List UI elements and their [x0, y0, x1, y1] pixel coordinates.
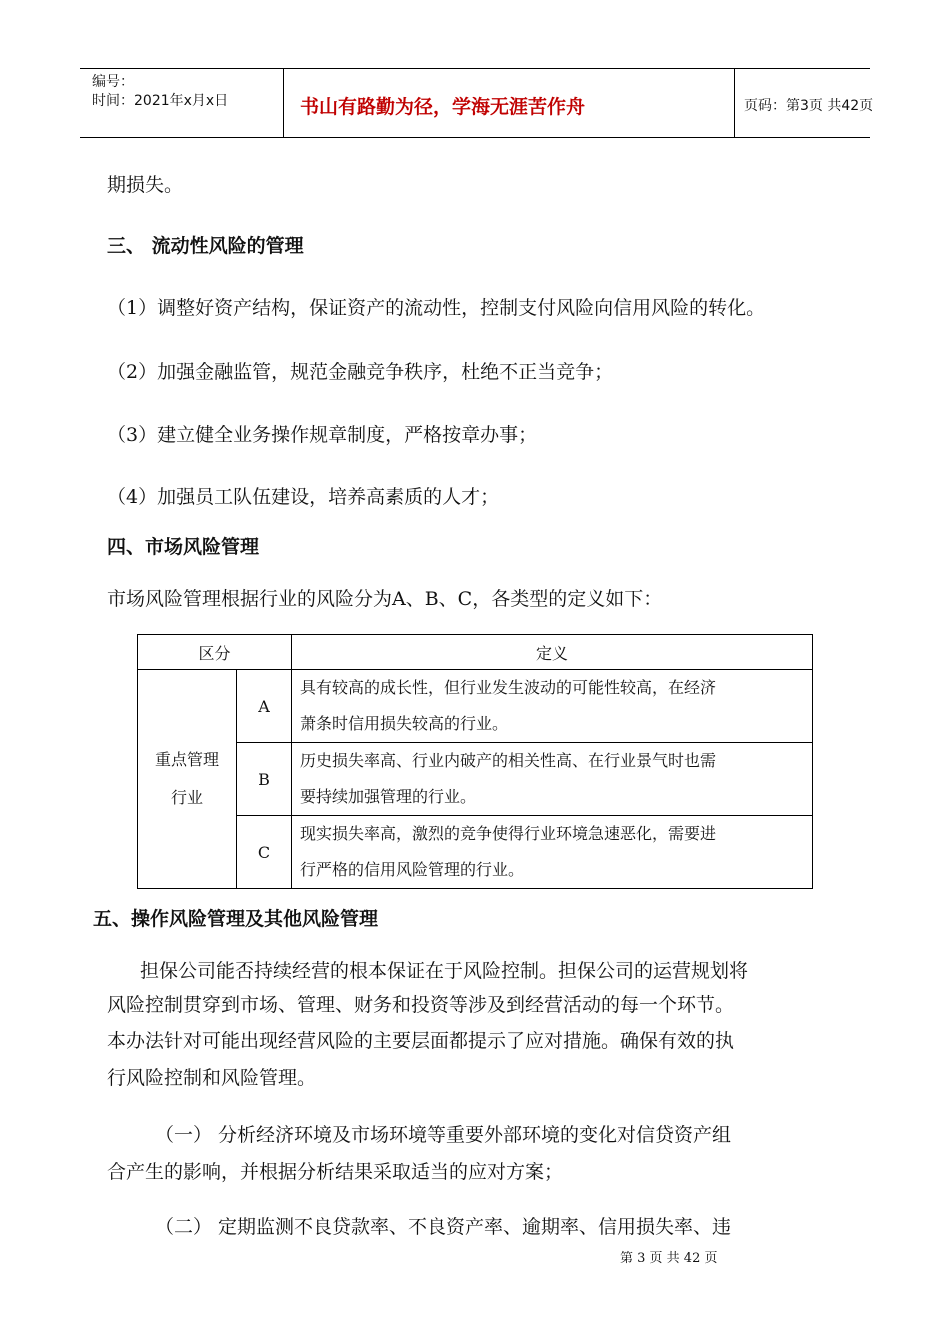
definition-c-line-2: 行严格的信用风险管理的行业。 [300, 860, 525, 879]
definition-c-line-1: 现实损失率高，激烈的竞争使得行业环境急速恶化，需要进 [300, 824, 717, 843]
section-5-title: 五、操作风险管理及其他风险管理 [93, 908, 379, 930]
section-5-para-line-1: 担保公司能否持续经营的根本保证在于风险控制。担保公司的运营规划将 [140, 960, 749, 982]
section-5-item-1-line-2: 合产生的影响，并根据分析结果采取适当的应对方案； [107, 1161, 564, 1183]
definition-b-line-2: 要持续加强管理的行业。 [300, 787, 477, 806]
table-header-definition: 定义 [292, 635, 813, 670]
section-3-item-1: （1）调整好资产结构，保证资产的流动性，控制支付风险向信用风险的转化。 [107, 297, 766, 319]
header-page-cell [733, 69, 874, 137]
page-footer-number: 第 3 页 共 42 页 [620, 1251, 718, 1266]
section-5-para-line-2: 风险控制贯穿到市场、管理、财务和投资等涉及到经营活动的每一个环节。 [107, 994, 735, 1016]
table-category-cell [138, 670, 237, 889]
section-5-para-line-3: 本办法针对可能出现经营风险的主要层面都提示了应对措施。确保有效的执 [107, 1030, 735, 1052]
table-header-class: 区分 [138, 635, 292, 670]
section-3-item-2: （2）加强金融监管，规范金融竞争秩序，杜绝不正当竞争； [107, 361, 614, 383]
section-3-item-4: （4）加强员工队伍建设，培养高素质的人才； [107, 486, 500, 508]
table-row [138, 743, 813, 816]
section-5-item-2-line-1: （二） 定期监测不良贷款率、不良资产率、逾期率、信用损失率、违 [155, 1216, 732, 1238]
header-motto-cell [283, 69, 735, 137]
table-class-a: A [237, 670, 292, 743]
risk-definition-table [137, 634, 813, 889]
table-class-b: B [237, 743, 292, 816]
section-4-title: 四、市场风险管理 [107, 536, 260, 558]
definition-a-line-2: 萧条时信用损失较高的行业。 [300, 714, 509, 733]
section-3-item-3: （3）建立健全业务操作规章制度，严格按章办事； [107, 424, 538, 446]
table-definition-c [292, 816, 813, 889]
table-definition-b [292, 743, 813, 816]
section-5-para-line-4: 行风险控制和风险管理。 [107, 1067, 317, 1089]
table-row [138, 816, 813, 889]
section-4-intro: 市场风险管理根据行业的风险分为A、B、C，各类型的定义如下： [107, 588, 663, 610]
definition-b-line-1: 历史损失率高、行业内破产的相关性高、在行业景气时也需 [300, 751, 717, 770]
section-3-title: 三、 流动性风险的管理 [107, 235, 304, 257]
header-meta-cell [80, 69, 283, 137]
page-header [80, 68, 874, 138]
table-row [138, 670, 813, 743]
table-class-c: C [237, 816, 292, 889]
document-code-label: 编号： [92, 74, 134, 90]
table-definition-a [292, 670, 813, 743]
document-time-label: 时间：2021年x月x日 [92, 93, 229, 109]
header-motto: 书山有路勤为径，学海无涯苦作舟 [300, 96, 586, 118]
category-line-1: 重点管理 [154, 750, 219, 769]
section-5-item-1-line-1: （一） 分析经济环境及市场环境等重要外部环境的变化对信贷资产组 [155, 1124, 732, 1146]
continued-text: 期损失。 [107, 174, 184, 196]
definition-a-line-1: 具有较高的成长性，但行业发生波动的可能性较高，在经济 [300, 678, 717, 697]
category-line-2: 行业 [170, 788, 203, 807]
table-header-row [138, 635, 813, 670]
header-page-info: 页码：第3页 共42页 [744, 98, 874, 114]
